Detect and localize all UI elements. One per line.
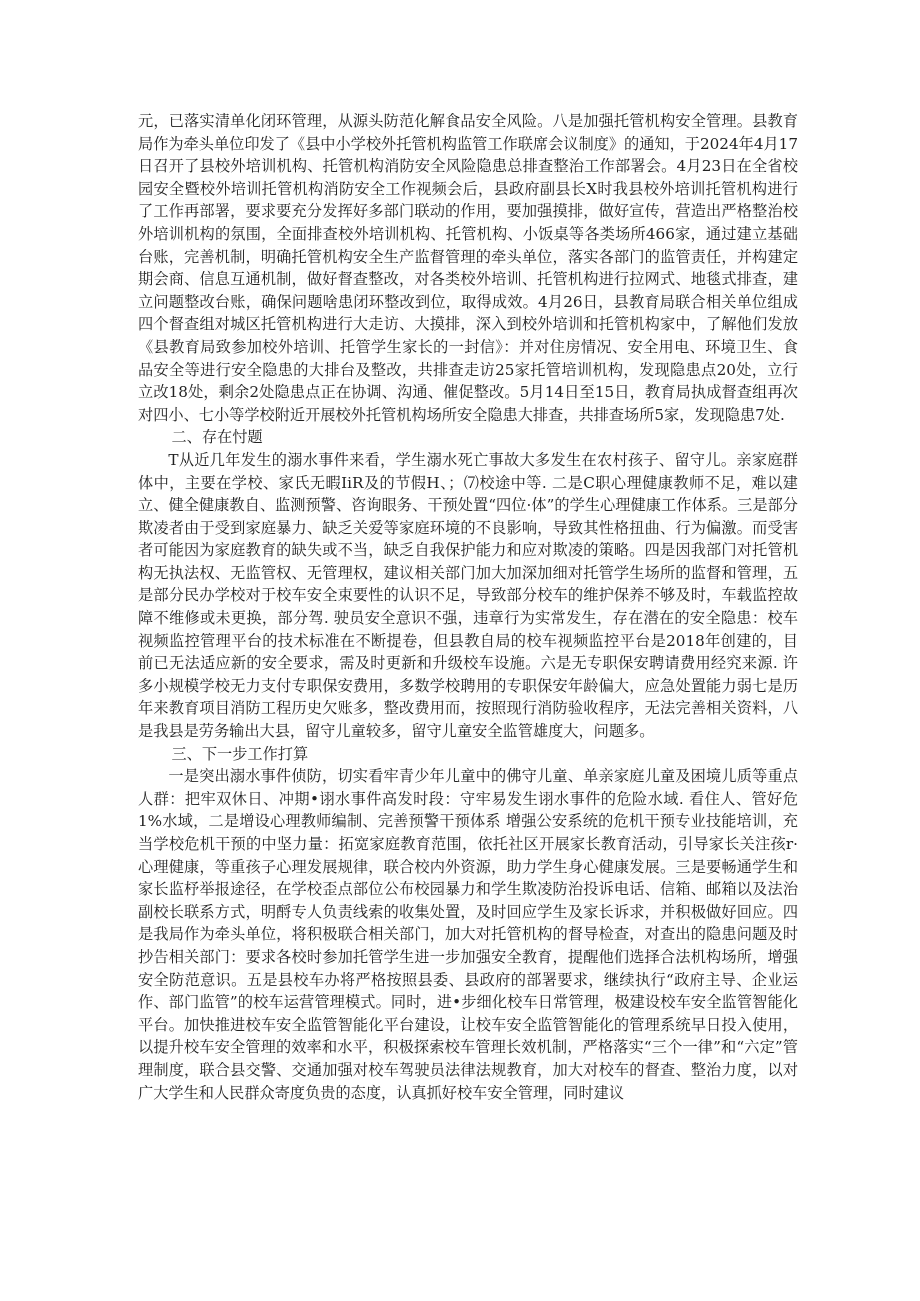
paragraph-next-steps: 一是突出溺水事件侦防，切实看牢青少年儿童中的佛守儿童、单亲家庭儿童及困境儿质等重点人群：把牢双休日、冲期•诩水事件高发时段：守牢易发生诩水事件的危险水域. 看住人、管好危1%水域，二是增设心理教师编制、完善预警干预体系 增强公安系统的危机干预专业技能培训，充当学校危机干预的中坚力量：拓宽家庭教育范围，依托社区开展家长教育活动，引导家长关注孩r·心理健康，等重孩子心理发展规律，联合校内外资源，助力学生身心健康发展。三是要畅通学生和家长监杼举报途径，在学校歪点部位公布校园暴力和学生欺凌防治投诉电话、信箱、邮箱以及法治副校长联系方式，明酹专人负责线索的收集处置，及时回应学生及家长诉求，并积极做好回应。四是我局作为牵头单位，将积极联合相关部门，加大对托管机构的督导检查，对查出的隐患问题及时抄告相关部门：要求各校时参加托管学生进一步加强安全教育，提醒他们选择合法机构场所，增强安全防范意识。五是县校车办将严格按照县委、县政府的部署要求，继续执行“政府主导、企业运作、部门监管”的校车运营管理模式。同时，进•步细化校车日常管理，极建设校车安全监管智能化平台。加快推进校车安全监管智能化平台建设，让校车安全监管智能化的管理系统早日投入使用，以提升校车安全管理的效率和水平，积极探索校车管理长效机制，严格落实“三个一律”和“六定”管理制度，联合县交警、交通加强对校车驾驶员法律法规教育，加大对校车的督查、整治力度，以对广大学生和人民群众寄度负贵的态度，认真抓好校车安全管理，同时建议	[138, 767, 798, 1102]
document-body	[138, 110, 798, 1104]
paragraph-existing-problems: T从近几年发生的溺水事件来看，学生溺水死亡事故大多发生在农村孩子、留守儿。亲家庭群体中，主要在学校、家氏无暇IiR及的节假H、；⑺校途中等. 二是C职心理健康教师不足，难以建立、健全健康教自、监测预警、咨询眼务、干预处置“四位·体”的学生心理健康工作体系。三是部分欺凌者由于受到家庭暴力、缺乏关爱等家庭环境的不良影响，导致其性格扭曲、行为偏激。而受害者可能因为家庭教育的缺失或不当，缺乏自我保护能力和应对欺凌的策略。四是因我部门对托管机构无执法权、无监管权、无管理权，建议相关部门加大加深加细对托管学生场所的监督和管理，五是部分民办学校对于校车安全束要性的认识不足，导致部分校车的维护保养不够及时，车载监控故障不维修或未更换，部分驾. 驶员安全意识不强，违章行为实常发生，存在潜在的安全隐患：校车视频监控管理平台的技术标准在不断提卷，但县教自局的校车视频监控平台是2018年创建的，目前已无法适应新的安全要求，需及时更新和升级校车设施。六是无专职保安聘请费用经究来源. 许多小规模学校无力支付专职保安费用，多数学校聘用的专职保安年龄偏大，应急处置能力弱七是历年来教育项目消防工程历史欠账多，整改费用而，按照现行消防验收程序，无法完善相关资料，八是我县是劳务输出大县，留守儿童较多，留守儿童安全监管雄度大，问题多。	[138, 450, 798, 741]
paragraph-food-and-custody-safety: 元，已落实清单化闭环管理，从源头防范化解食品安全风险。八是加强托管机构安全管理。县教育局作为牵头单位印发了《县中小学校外托管机构监管工作联席会议制度》的通知，于2024年4月17日召开了县校外培训机构、托管机构消防安全风险隐患总排查整治工作部署会。4月23日在全省校园安全暨校外培训托管机构消防安全工作视频会后，县政府副县长X时我县校外培训托管机构进行了工作再部署，要求要充分发挥好多部门联动的作用，要加强摸排，做好宣传，营造出严格整治校外培训机构的氛围，全面排查校外培训机构、托管机构、小饭桌等各类场所466家，通过建立基础台账，完善机制，明确托管机构安全生产监督管理的牵头单位，落实各部门的监管责任，并构建定期会商、信息互通机制，做好督查整改，对各类校外培训、托管机构进行拉网式、地毯式排查，建立问题整改台账，确保问题啥患闭环整改到位，取得成效。4月26日，县教育局联合相关单位组成四个督查组对城区托管机构进行大走访、大摸排，深入到校外培训和托管机构家中，了解他们发放《县教育局致参加校外培训、托管学生家长的一封信》：并对住房情况、安全用电、环境卫生、食品安全等进行安全隐患的大排台及整改，共排查走访25家托管培训机构，发现隐患点20处，立行立改18处，剩余2处隐患点正在协调、沟通、催促整改。5月14日至15日，教育局执成督查组再次对四小、七小等学校附近开展校外托管机构场所安全隐患大排查，共排查场所5家，发现隐患7处.	[138, 112, 798, 424]
section-heading-next-steps: 三、下一步工作打算	[171, 744, 309, 763]
section-heading-existing-problems: 二、存在忖题	[171, 428, 263, 447]
